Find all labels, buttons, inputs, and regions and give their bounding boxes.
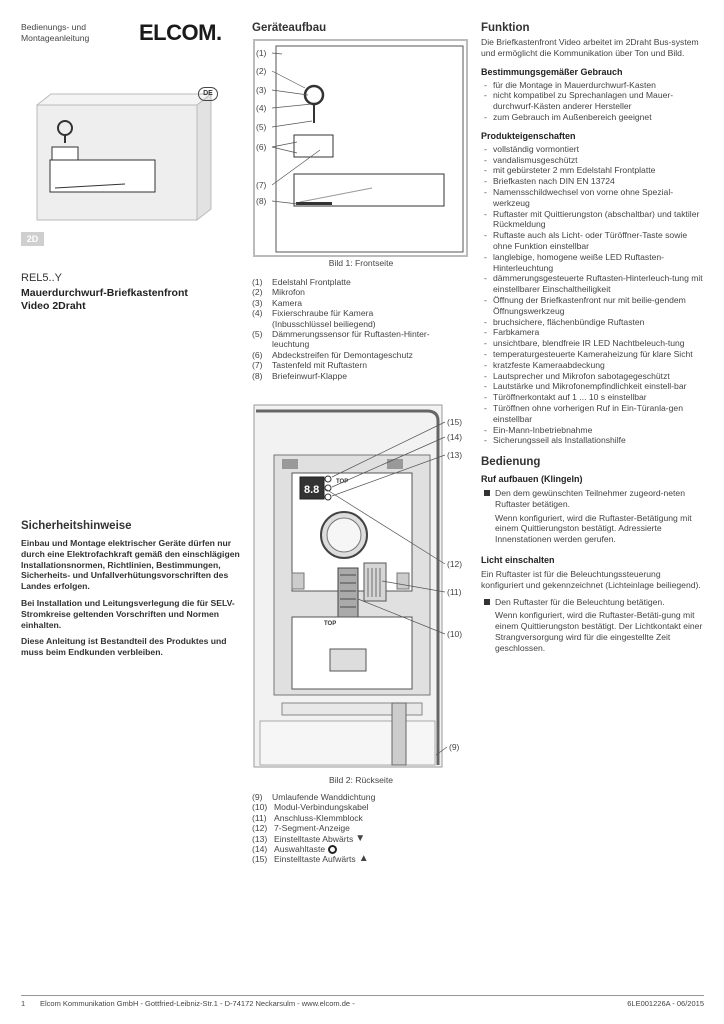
- legend-item: [252, 308, 472, 318]
- safety-section: [21, 520, 245, 664]
- legend-item: [252, 813, 472, 823]
- legend-number: (10): [252, 802, 268, 813]
- figure-2-back: [252, 403, 470, 771]
- callout-12: (12): [447, 559, 463, 569]
- legend-number: (14): [252, 844, 268, 855]
- funktion-section: [481, 22, 705, 654]
- legend-text: Einstelltaste Abwärts: [274, 833, 354, 844]
- list-item: - vandalismusgeschützt: [481, 155, 705, 166]
- licht-heading: Licht einschalten: [481, 555, 555, 566]
- callout-13: (13): [447, 450, 463, 460]
- badge-2d-text: 2D: [26, 234, 39, 244]
- legend-item: [252, 834, 472, 844]
- figure-1-legend: [252, 277, 472, 381]
- product-code: REL5..Y: [21, 272, 62, 284]
- legend-number: [252, 319, 272, 329]
- licht-steps: [481, 597, 705, 608]
- legend-number: (4): [252, 308, 263, 319]
- footer-address: Elcom Kommunikation GmbH - Gottfried-Leibniz-Str.1 - D-74172 Neckarsulm - www.elcom.de -: [40, 999, 355, 1008]
- legend-number: (9): [252, 792, 263, 802]
- product-sketch: [15, 80, 225, 250]
- legend-number: (13): [252, 833, 268, 844]
- step-item: Den dem gewünschten Teilnehmer zugeord-neten Ruftaster betätigen.: [481, 488, 705, 510]
- callout-2: (2): [256, 66, 267, 76]
- down-triangle-icon: ▼: [355, 832, 366, 844]
- footer-page-number: 1: [21, 999, 26, 1008]
- callout-6: (6): [256, 142, 267, 152]
- vertical-doc-code: [0, 154, 1, 200]
- callout-8: (8): [256, 196, 267, 206]
- list-item: - Türöffnerkontakt auf 1 ... 10 s einstellbar: [481, 392, 705, 403]
- callout-15: (15): [447, 417, 463, 427]
- figure-2-callouts: [447, 417, 462, 752]
- legend-number: (6): [252, 349, 263, 360]
- list-item: - für die Montage in Mauerdurchwurf-Kasten: [481, 80, 705, 91]
- terminal-block: [364, 563, 386, 601]
- step-item: Den Ruftaster für die Beleuchtung betätigen.: [481, 597, 705, 608]
- list-item: - dämmerungsgesteuerte Ruftasten-Hinterleuch-tung mit einstellbarer Einschaltheiligkeit: [481, 273, 705, 295]
- legend-number: [252, 339, 272, 349]
- footer-rule: [21, 995, 704, 996]
- list-item: - vollständig vormontiert: [481, 144, 705, 155]
- props-list: [481, 144, 705, 446]
- figure-2-caption: Bild 2: Rückseite: [328, 775, 393, 785]
- safety-paragraph-3: Diese Anleitung ist Bestandteil des Produktes und muss beim Endkunden verbleiben.: [21, 636, 227, 658]
- ruf-heading: Ruf aufbauen (Klingeln): [481, 474, 583, 485]
- button-field: [294, 174, 444, 206]
- doc-type-line2: Montageanleitung: [21, 32, 90, 43]
- legend-text: (Inbusschlüssel beiliegend): [272, 318, 376, 329]
- list-item: - langlebige, homogene weiße LED Ruftasten-Hinterleuchtung: [481, 252, 705, 274]
- product-title: [21, 287, 188, 313]
- legend-text: Auswahltaste: [274, 844, 326, 855]
- list-item: - Namensschildwechsel von vorne ohne Spezial-werkzeug: [481, 187, 705, 209]
- licht-intro: Ein Ruftaster ist für die Beleuchtungssteuerung konfiguriert und gekennzeichnet (Lichteinlage beiliegend).: [481, 569, 701, 590]
- callout-3: (3): [256, 85, 267, 95]
- ruf-steps: [481, 488, 705, 510]
- legend-number: (8): [252, 370, 263, 381]
- legend-text: Kamera: [272, 297, 303, 308]
- props-heading: Produkteigenschaften: [481, 130, 576, 141]
- list-item: - Farbkamera: [481, 327, 705, 338]
- list-item: - Öffnung der Briefkastenfront nur mit beilie-gendem Öffnungswerkzeug: [481, 295, 705, 317]
- product-title-line1: Mauerdurchwurf-Briefkastenfront: [21, 287, 188, 299]
- cover-strip: [294, 135, 333, 157]
- safety-heading: Sicherheitshinweise: [21, 520, 132, 532]
- funktion-intro: Die Briefkastenfront Video arbeitet im 2Draht Bus-system und ermöglicht die Kommunikation über Ton und Bild.: [481, 37, 699, 58]
- figure-1-front: [252, 38, 470, 258]
- callout-5: (5): [256, 122, 267, 132]
- lang-badge: [198, 87, 218, 101]
- list-item: - Ruftaste auch als Licht- oder Türöffner-Taste sowie ohne Funktion einstellbar: [481, 230, 705, 252]
- list-item: - mit gebürsteter 2 mm Edelstahl Frontplatte: [481, 165, 705, 176]
- legend-text: Abdeckstreifen für Demontageschutz: [272, 349, 413, 360]
- circle-select-icon: [328, 845, 337, 854]
- list-item: - unsichtbare, blendfreie IR LED Nachtbeleuch-tung: [481, 338, 705, 349]
- list-item: - Ruftaster mit Quittierungston (abschaltbar) und taktiler Rückmeldung: [481, 209, 705, 231]
- list-item: - zum Gebrauch im Außenbereich geeignet: [481, 112, 705, 123]
- legend-item: [252, 329, 472, 339]
- figure-1-callouts: [256, 48, 267, 206]
- callout-14: (14): [447, 432, 463, 442]
- legend-text: Mikrofon: [272, 287, 305, 298]
- legend-item: [252, 360, 472, 370]
- use-heading: Bestimmungsgemäßer Gebrauch: [481, 66, 623, 77]
- lang-badge-text: DE: [203, 90, 213, 97]
- legend-item: [252, 792, 472, 802]
- legend-item: [252, 802, 472, 812]
- legend-number: (11): [252, 812, 267, 823]
- brand-logo: ELCOM.: [139, 20, 222, 45]
- callout-9: (9): [449, 742, 460, 752]
- callout-11: (11): [447, 587, 462, 597]
- ruf-note: Wenn konfiguriert, wird die Ruftaster-Betätigung mit einem Quittierungston bestätigt. Adressierte Innenstationen werden gerufen.: [495, 512, 692, 545]
- legend-item: [252, 371, 472, 381]
- legend-text: leuchtung: [272, 339, 310, 350]
- legend-text: Briefeinwurf-Klappe: [272, 370, 347, 381]
- use-list: [481, 80, 705, 123]
- top-label-1: TOP: [336, 479, 349, 485]
- legend-text: Fixierschraube für Kamera: [272, 308, 374, 319]
- top-label-2: TOP: [324, 621, 337, 627]
- callout-10: (10): [447, 629, 463, 639]
- list-item: - Türöffnen ohne vorherigen Ruf in Ein-Türanla-gen einstellbar: [481, 403, 705, 425]
- legend-number: (1): [252, 277, 263, 287]
- footer-doc-ref: 6LE001226A - 06/2015: [627, 999, 704, 1008]
- legend-number: (15): [252, 854, 268, 865]
- list-item: - nicht kompatibel zu Sprechanlagen und Mauer-durchwurf-Kästen anderer Hersteller: [481, 90, 705, 112]
- list-item: - Sicherungsseil als Installationshilfe: [481, 435, 705, 446]
- legend-text: Anschluss-Klemmblock: [274, 812, 363, 823]
- figure-2-legend: [252, 792, 472, 865]
- legend-text: Umlaufende Wanddichtung: [272, 792, 376, 802]
- geraeteaufbau-heading: Geräteaufbau: [252, 22, 327, 34]
- list-item: - Briefkasten nach DIN EN 13724: [481, 176, 705, 187]
- connection-cable: [338, 568, 358, 618]
- legend-text: Dämmerungssensor für Ruftasten-Hinter-: [272, 329, 430, 340]
- list-item: - Lautstärke und Mikrofonempfindlichkeit einstell-bar: [481, 381, 705, 392]
- legend-item: [252, 350, 472, 360]
- legend-number: (2): [252, 287, 263, 298]
- legend-item: [252, 339, 472, 349]
- bedienung-heading: Bedienung: [481, 456, 541, 469]
- segment-digits: 8.8: [304, 484, 320, 496]
- legend-text: Edelstahl Frontplatte: [272, 277, 351, 287]
- btn-down: [325, 494, 331, 500]
- legend-text: 7-Segment-Anzeige: [274, 823, 350, 834]
- figure-1-caption: Bild 1: Frontseite: [328, 258, 394, 268]
- product-title-line2: Video 2Draht: [21, 300, 86, 312]
- legend-number: (5): [252, 329, 263, 340]
- legend-item: [252, 319, 472, 329]
- legend-item: [252, 854, 472, 864]
- callout-4: (4): [256, 103, 267, 113]
- legend-number: (7): [252, 360, 263, 371]
- legend-text: Tastenfeld mit Ruftastern: [272, 360, 368, 371]
- callout-1: (1): [256, 48, 267, 58]
- legend-item: [252, 298, 472, 308]
- list-item: - Ein-Mann-Inbetriebnahme: [481, 425, 705, 436]
- list-item: - Lautsprecher und Mikrofon sabotagegeschützt: [481, 371, 705, 382]
- list-item: - temperaturgesteuerte Kameraheizung für klare Sicht: [481, 349, 705, 360]
- legend-number: (12): [252, 823, 268, 834]
- up-triangle-icon: ▲: [358, 853, 369, 865]
- funktion-heading: Funktion: [481, 22, 530, 34]
- doc-type: [21, 22, 89, 44]
- licht-note: Wenn konfiguriert, wird die Ruftaster-Betäti-gung mit einem Quittierungston bestätigt. Der Lichtkontakt einer Strangversorgung wird für die eingestellte Zeit geschlossen.: [495, 610, 703, 653]
- list-item: - kratzfeste Kameraabdeckung: [481, 360, 705, 371]
- badge-2d: [21, 232, 44, 246]
- legend-text: Modul-Verbindungskabel: [274, 802, 369, 813]
- safety-paragraph-2: Bei Installation und Leitungsverlegung die für SELV-Stromkreise geltenden Vorschriften und Normen einhalten.: [21, 597, 235, 630]
- doc-type-line1: Bedienungs- und: [21, 22, 86, 32]
- legend-text: Einstelltaste Aufwärts: [274, 854, 356, 865]
- callout-7: (7): [256, 180, 267, 190]
- legend-item: [252, 287, 472, 297]
- legend-item: [252, 277, 472, 287]
- btn-up: [325, 476, 331, 482]
- list-item: - bruchsichere, flächenbündige Ruftasten: [481, 317, 705, 328]
- legend-number: (3): [252, 297, 263, 308]
- safety-paragraph-1: Einbau und Montage elektrischer Geräte dürfen nur durch eine Elektrofachkraft gemäß den einschlägigen Installationsnormen, Richtlinien, Bestimmungen, Sicherheits- und Unfallverhütungsvorschriften des Landes erfolgen.: [21, 538, 240, 592]
